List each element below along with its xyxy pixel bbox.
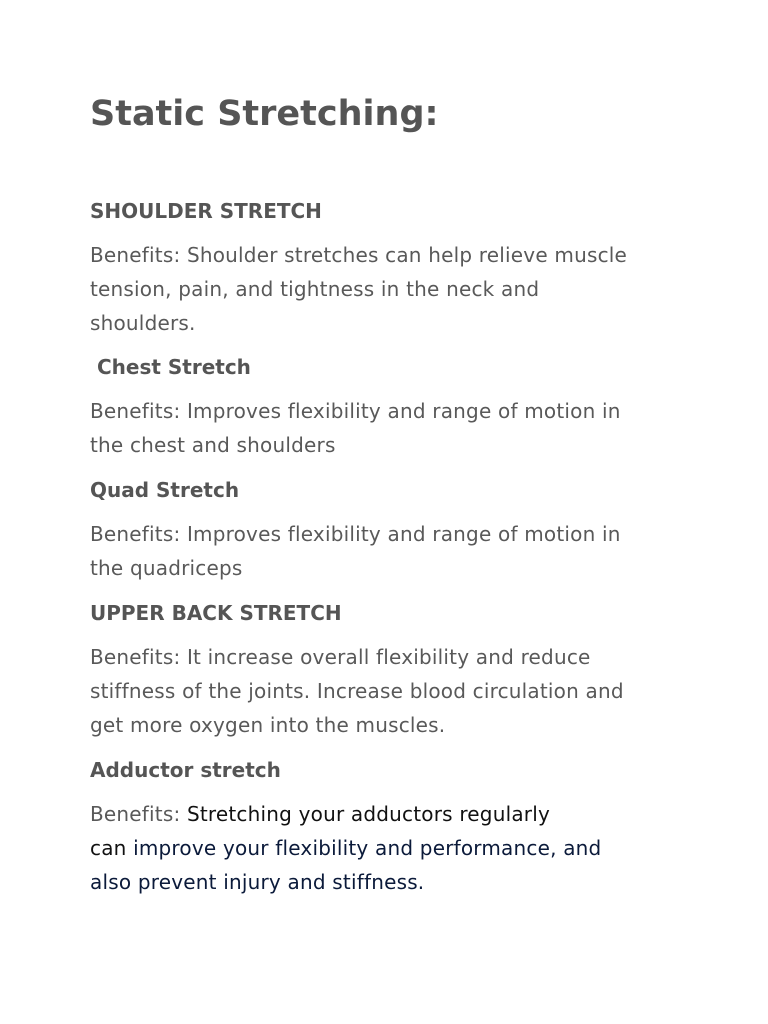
section-heading-adductor-stretch: Adductor stretch — [90, 758, 281, 782]
body-line — [90, 831, 680, 865]
body-line: Benefits: Improves flexibility and range of motion in — [90, 522, 621, 546]
benefits-prefix: Benefits: — [90, 802, 187, 826]
body-line: stiffness of the joints. Increase blood circulation and — [90, 679, 624, 703]
adductor-benefit-text: improve your flexibility and performance, and — [133, 836, 602, 860]
section-heading-chest-stretch: Chest Stretch — [90, 355, 251, 379]
section-body-chest-stretch — [90, 394, 680, 462]
section-body-upper-back-stretch — [90, 640, 680, 742]
body-line: get more oxygen into the muscles. — [90, 713, 446, 737]
section-heading-upper-back-stretch: UPPER BACK STRETCH — [90, 601, 342, 625]
body-line: the quadriceps — [90, 556, 243, 580]
body-line: Benefits: It increase overall flexibility and reduce — [90, 645, 591, 669]
body-line: shoulders. — [90, 311, 196, 335]
adductor-benefit-text: can — [90, 836, 134, 860]
section-heading-shoulder-stretch: SHOULDER STRETCH — [90, 199, 322, 223]
body-line: tension, pain, and tightness in the neck and — [90, 277, 540, 301]
body-line: Benefits: Improves flexibility and range of motion in — [90, 399, 621, 423]
adductor-benefit-text: Stretching your adductors regularly — [186, 802, 551, 826]
body-line: Benefits: Shoulder stretches can help relieve muscle — [90, 243, 628, 267]
section-body-adductor-stretch — [90, 797, 680, 899]
section-body-shoulder-stretch — [90, 238, 680, 340]
page-title: Static Stretching: — [90, 94, 439, 134]
body-line: also prevent injury and stiffness. — [90, 870, 425, 894]
body-line — [90, 797, 680, 831]
body-line: the chest and shoulders — [90, 433, 336, 457]
section-heading-quad-stretch: Quad Stretch — [90, 478, 240, 502]
section-body-quad-stretch — [90, 517, 680, 585]
